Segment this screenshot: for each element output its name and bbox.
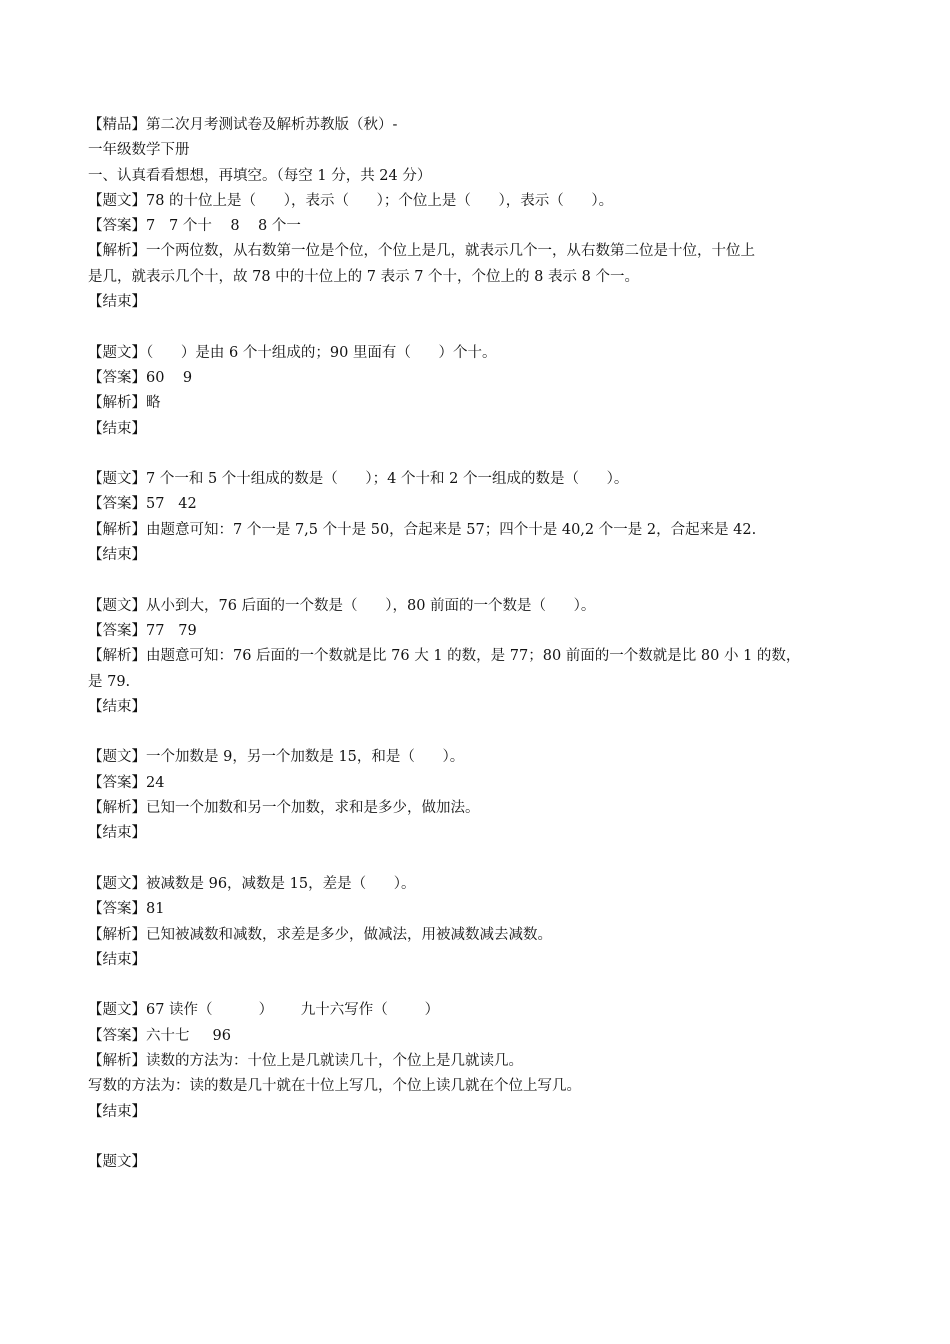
spacer	[88, 720, 878, 745]
analysis-text: 【解析】略	[88, 395, 161, 412]
section-heading: 一、认真看看想想，再填空。（每空 1 分，共 24 分）	[88, 167, 432, 184]
answer-text: 【答案】81	[88, 901, 165, 918]
analysis-text: 【解析】由题意可知：76 后面的一个数就是比 76 大 1 的数，是 77；80 前面的一个数就是比 80 小 1 的数，	[88, 648, 801, 665]
answer-text: 【答案】六十七 96	[88, 1027, 231, 1044]
question-block-6	[88, 872, 878, 973]
end-marker: 【结束】	[88, 547, 146, 564]
answer-text: 【答案】24	[88, 774, 165, 791]
analysis-text: 【解析】一个两位数，从右数第一位是个位，个位上是几，就表示几个一，从右数第二位是十位，十位上	[88, 243, 755, 260]
question-text: 【题文】67 读作（ ） 九十六写作（ ）	[88, 1002, 440, 1019]
question-block-2	[88, 341, 878, 442]
answer-text: 【答案】57 42	[88, 496, 197, 513]
document-title-line-2: 一年级数学下册	[88, 142, 190, 159]
question-text: 【题文】一个加数是 9，另一个加数是 15，和是（ ）。	[88, 749, 465, 766]
answer-text: 【答案】60 9	[88, 369, 193, 386]
analysis-text-continued: 是 79.	[88, 673, 131, 690]
question-block-7	[88, 998, 878, 1124]
answer-text: 【答案】77 79	[88, 622, 197, 639]
document-page	[88, 113, 878, 1175]
question-text: 【题文】（ ）是由 6 个十组成的；90 里面有（ ）个十。	[88, 344, 497, 361]
analysis-text: 【解析】由题意可知：7 个一是 7,5 个十是 50，合起来是 57；四个十是 40,2 个一是 2，合起来是 42.	[88, 521, 757, 538]
question-block-8	[88, 1150, 878, 1175]
end-marker: 【结束】	[88, 420, 146, 437]
end-marker: 【结束】	[88, 698, 146, 715]
spacer	[88, 568, 878, 593]
analysis-text: 【解析】读数的方法为：十位上是几就读几十，个位上是几就读几。	[88, 1052, 523, 1069]
end-marker: 【结束】	[88, 825, 146, 842]
question-block-1	[88, 189, 878, 315]
analysis-text-continued: 是几，就表示几个十，故 78 中的十位上的 7 表示 7 个十，个位上的 8 表示 8 个一。	[88, 268, 639, 285]
question-block-3	[88, 467, 878, 568]
spacer	[88, 847, 878, 872]
analysis-text-continued: 写数的方法为：读的数是几十就在十位上写几，个位上读几就在个位上写几。	[88, 1078, 581, 1095]
question-text: 【题文】从小到大，76 后面的一个数是（ ），80 前面的一个数是（ ）。	[88, 597, 596, 614]
analysis-text: 【解析】已知一个加数和另一个加数，求和是多少，做加法。	[88, 800, 480, 817]
question-text: 【题文】被减数是 96，减数是 15，差是（ ）。	[88, 875, 416, 892]
end-marker: 【结束】	[88, 294, 146, 311]
spacer	[88, 315, 878, 340]
document-title-line-1: 【精品】第二次月考测试卷及解析苏教版（秋）-	[88, 117, 398, 133]
question-block-4	[88, 594, 878, 720]
spacer	[88, 973, 878, 998]
question-text: 【题文】7 个一和 5 个十组成的数是（ ）；4 个十和 2 个一组成的数是（ ）。	[88, 471, 629, 488]
question-text: 【题文】	[88, 1154, 146, 1171]
spacer	[88, 442, 878, 467]
question-text: 【题文】78 的十位上是（ ），表示（ ）；个位上是（ ），表示（ ）。	[88, 192, 614, 209]
end-marker: 【结束】	[88, 951, 146, 968]
end-marker: 【结束】	[88, 1103, 146, 1120]
question-block-5	[88, 745, 878, 846]
answer-text: 【答案】7 7 个十 8 8 个一	[88, 218, 301, 235]
analysis-text: 【解析】已知被减数和减数，求差是多少，做减法，用被减数减去减数。	[88, 926, 552, 943]
spacer	[88, 1125, 878, 1150]
